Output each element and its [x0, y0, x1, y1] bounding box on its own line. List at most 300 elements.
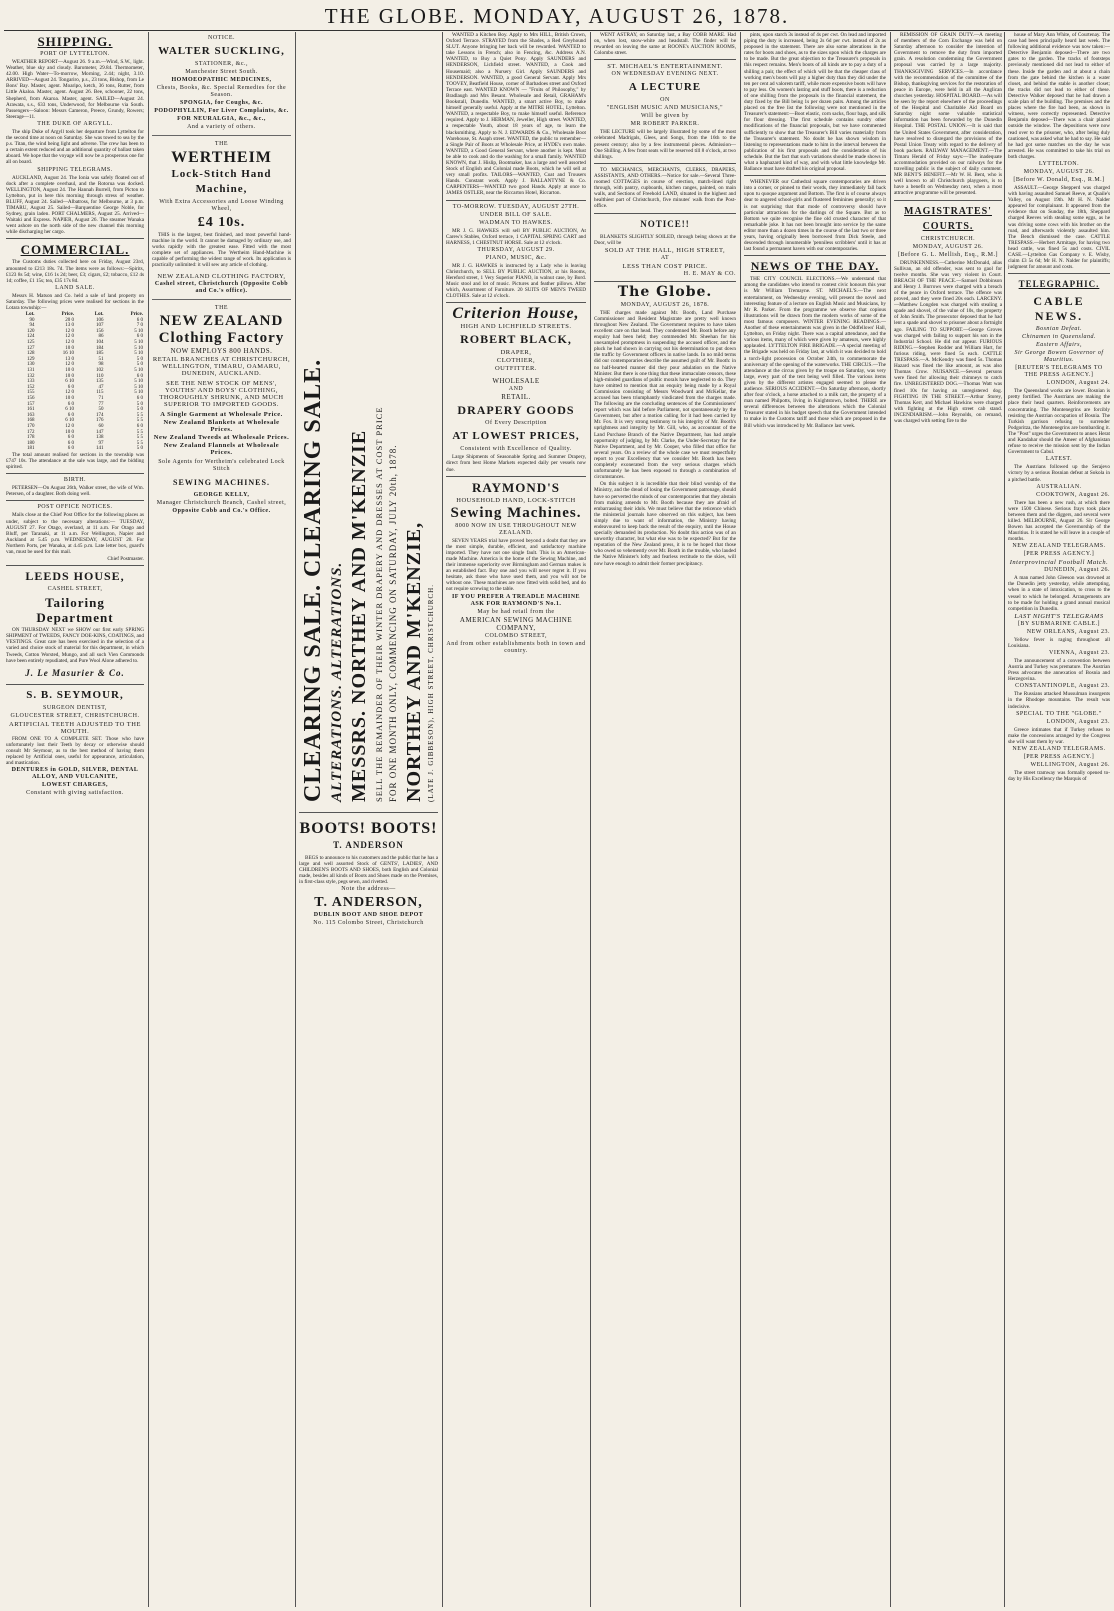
land-table-cell: 129	[27, 356, 35, 362]
went-astray-ad: WENT ASTRAY, on Saturday last, a Bay COBB MARE. Had on, when lost, snow-white and headstall. The finder will be rewarded on leaving the same at ROONE's AUCTION ROOMS, Colombo street.	[594, 32, 736, 57]
land-table-cell: 77	[98, 401, 104, 407]
bosnian-defeat: Bosnian Defeat.	[1035, 326, 1083, 333]
land-table-header: Lot.	[25, 312, 35, 318]
black-heading: ROBERT BLACK,	[460, 332, 572, 347]
land-table-cell: 184	[96, 345, 104, 351]
divider	[594, 213, 736, 214]
column-globe	[594, 32, 736, 1607]
factory-branches: RETAIL BRANCHES AT CHRISTCHURCH, WELLINGTON, TIMARU, OAMARU, DUNEDIN, AUCKLAND.	[152, 355, 291, 377]
land-table-cell: 10 0	[65, 345, 74, 351]
land-table-cell: 156	[27, 396, 35, 401]
land-table-cell: 102	[96, 368, 104, 374]
cable-text: The Queensland works are lower. Bosnian is pretty fortified. The Austrians are making the place their head quarters. Reinforcements are concentrating. The Montenegrins are forcibly resisting the Austrian occupation of Bosnia. The Turkish garrison refusing to surrender Podgoritza, the Montenegrins are bombarding it. The "Post" urges the Government to annex Herat and Kandahar should the Ameer of Afghanistan refuse to receive the mission sent by the Indian Government to Cabul.	[1008, 388, 1110, 456]
london-date-2: LONDON, August 23.	[1046, 718, 1110, 725]
port-heading: PORT OF LYTTELTON.	[40, 51, 110, 57]
may-signature: H. E. MAY & CO.	[683, 270, 736, 277]
land-table-cell: 5 0	[136, 356, 143, 362]
wertheim-sub: With Extra Accessories and Loose Winding Wheel,	[159, 199, 284, 212]
factory-sewing: SEWING MACHINES.	[173, 477, 270, 487]
land-table-cell: 10 0	[65, 373, 74, 379]
press-agency-2: [PER PRESS AGENCY.]	[1023, 753, 1095, 760]
spongia-line: SPONGIA, for Coughs, &c.	[180, 100, 263, 106]
teeth-heading: ARTIFICIAL TEETH ADJUSTED TO THE MOUTH.	[9, 720, 141, 735]
drapery-heading: DRAPERY GOODS	[457, 403, 575, 418]
divider	[1008, 273, 1110, 274]
land-table-cell: 130	[27, 362, 35, 368]
leader-paragraph-2: On this subject it is incredible that their blind worship of the Ministry, and the dread of losing the Government patronage, should have so perverted the minds of our contemporaries that they abstain from making amends to Mr. Booth because they are afraid of embarrassing their idols. We must believe that the reticence which the ministerial journals have observed on this subject, has been simply due to want of information, the Ministry having endeavoured to keep back the result of the enquiry, until the House specially demanded its production. No doubt this action was of an unworthy character, but what else was to be expected? But for the reputation of the New Zealand press, it is to be hoped that those who owed so vehemently over Mr. Booth in the trouble, who lauded the Native Minister's lofty and fearless rectitude to the skies, will now have enough to admit their former precipitancy.	[594, 481, 736, 567]
lecture-heading: A LECTURE	[628, 81, 702, 94]
land-table-cell: 104	[96, 340, 104, 346]
land-table-cell: 120	[27, 328, 35, 334]
land-table-cell: 128	[27, 351, 35, 357]
chinamen-queensland: Chinamen in Queensland.	[1022, 334, 1096, 341]
land-table-cell: 5 0	[136, 446, 143, 452]
fever-text: Yellow fever is raging throughout all Louisiana.	[1008, 636, 1110, 649]
land-table-cell: 6 0	[136, 317, 143, 323]
column-divider	[890, 32, 891, 1607]
australian-text: There has been a new rush, at which there were 1500 Chinese. Serious frays took place between them and the diggers, and several were killed. MELBOURNE, August 26. Sir George Bowen has accepted the Governorship of the Mauritius. It is stated he will leave in a couple of months.	[1008, 499, 1110, 543]
land-table-cell: 181	[27, 446, 35, 452]
special-globe: SPECIAL TO THE "GLOBE."	[1016, 710, 1102, 717]
american-company-label: COMPANY,	[496, 623, 536, 632]
masthead-rule	[4, 30, 1110, 31]
vienna-text: The announcement of a convention between Austria and Turkey was premature. The Austrian Press advocates the annexation of Bosnia and Herzegovina.	[1008, 658, 1110, 683]
less-than-cost: LESS THAN COST PRICE.	[622, 262, 708, 270]
magistrates-heading: MAGISTRATES' COURTS.	[904, 205, 992, 232]
court-continuation: house of Mary Ann White, of Courtenay. The case had been principally heard last week. The following additional evidence was now taken:—Detective Benjamin deposed—There are two gates to the garden. The tracks of footsteps previously mentioned did not lead to either of these. Inside the garden and at about a chain from the gate behind the kitchen is a water closet, and behind the stable is another closet; the tracks did not lead to either of these. Detective Walker deposed that he had drawn a scale plan of the building. The premises and the places where the fire had been, as shown in witness, were correctly represented. Detective Benjamin deposed—There was a chair placed outside the window. The depositions were now read over to the prisoner, who, after being duly cautioned, was asked what he had to say. He said he had got some matches on the day he was arrested. He was committed to take his trial on both charges.	[1008, 32, 1110, 160]
wholesale-line: WHOLESALE	[492, 377, 540, 386]
column-divider	[590, 32, 591, 1607]
column-wanted	[446, 32, 586, 1607]
tariff-continuation: pints, upon starch 3s instead of 4s per cwt. On lead and imported piping the duty is increased, being 2s 6d per cwt. instead of 2s as proposed in the statement. There are also some alterations in the rates for boots and shoes, as to the sizes upon which the charges are to be made. But the great objection to the Treasurer's proposals in this respect remains. Men's boots of all kinds are to pay a duty of a shilling a pair, the effect of which will be that the cheaper class of working men's boots will pay a higher duty than they did under the ten per cent ad valorem tariff, while more expensive boots will have to pay less. On women's lasting and stuff boots, there is a reduction of one shilling from the proposals in the financial statement, the duty fixed by the Bill being 1s per dozen pairs. Among the articles placed on the free list the following were not mentioned in the Treasurer's statement:—Boot elastic, corn sacks, flour bags, and silk for flour dressing. The first schedule contains sundry other modifications of the financial proposals, but we have commented sufficiently to show that the Treasurer's Bill varies materially from the Treasurer's statement. No doubt he has shown wisdom in listening to representations made to him in the interval between the publication of his first proposals and the consideration of his schedule. But the fact that such variations should be made shows in what a haphazard kind of way, and with what little knowledge Mr. Ballance must have drafted his original proposal.	[744, 32, 886, 173]
divider	[594, 163, 736, 164]
homeopathic-text: Chests, Books, &c. Special Remedies for the Season.	[156, 85, 287, 98]
latest-heading: LATEST.	[1045, 456, 1073, 463]
port-report: WEATHER REPORT—August 26. 9 a.m.—Wind, S.W., light. Weather, blue sky and cloudy. Barometer, 29.84. Thermometer, 42.00. High Water—To-morrow, Morning, 2.44; night, 3.10. ARRIVED—August 24. Tongariro, p.s., 23 tons, Bishop, from Le Bons' Bay. Master, agent. Moaripo, ketch, 36 tons, Rutter, from Little Akaloa. Master, agent. August 26. Bee, schooner, 22 tons, Shepherd, from Akaroa. Master, agent. SAILED—August 24. Arawata, s.s., 633 tons, Underwood, for Melbourne via South. Passengers—Saloon: Messrs Cameron, Preece, Grundy, Rowers; Steerage—11.	[6, 59, 144, 120]
retail-line: RETAIL.	[501, 393, 531, 402]
land-table-cell: 141	[96, 446, 104, 452]
land-table-cell: 176	[96, 418, 104, 424]
land-table-header: Price.	[61, 312, 74, 318]
land-table-cell: 12 0	[65, 423, 74, 429]
land-table-cell: 172	[27, 429, 35, 435]
land-table-cell: 12 0	[65, 328, 74, 334]
last-nights-heading: LAST NIGHT'S TELEGRAMS	[1014, 612, 1104, 620]
leeds-house-address: CASHEL STREET,	[47, 586, 103, 593]
land-table-cell: 10 0	[65, 368, 74, 374]
land-table-cell: 12 0	[65, 334, 74, 340]
dunedin-date: DUNEDIN, August 26.	[1044, 567, 1110, 574]
factory-single: A Single Garment at Wholesale Price.	[160, 410, 283, 418]
piano-sale-text: MR J. G. HAWKES is instructed by a Lady who is leaving Christchurch, to SELL BY PUBLIC AUCTION, at his Rooms, Hereford street, 1 Very Superior PIANO, in walnut case, by Bord. Music stool and lot of music. Pictures and feather pillows. After which, Assortment of Furniture. 20 SUITS OF MEN'S TWEED CLOTHES. Sale at 12 o'clock.	[446, 262, 586, 300]
seymour-title: SURGEON DENTIST,	[43, 704, 107, 711]
vienna-date: VIENNA, August 23.	[1049, 650, 1110, 656]
raymond-household: HOUSEHOLD HAND, LOCK-STITCH	[456, 496, 576, 504]
land-table-cell: 115	[96, 390, 104, 396]
consistent-line: Consistent with Excellence of Quality.	[460, 446, 572, 453]
clearing-sale-ad	[299, 32, 438, 813]
factory-sole-agents: Sole Agents for Wertheim's celebrated Lock Stitch	[158, 458, 285, 472]
land-table-cell: 10 0	[65, 429, 74, 435]
land-table-cell: 6 0	[67, 440, 74, 446]
new-orleans-date: NEW ORLEANS, August 23.	[1026, 628, 1110, 635]
greece-text: Greece intimates that if Turkey refuses to make the concessions arranged by the Congress she will want them by war.	[1008, 726, 1110, 745]
column-divider	[1004, 32, 1005, 1607]
news-of-the-day-text: THE CITY COUNCIL ELECTIONS.—We understand that among the candidates who intend to contest civic honours this year is Mr William Tremayne. ST. MICHAEL'S.—The next entertainment, on Wednesday evening, will present the novel and interesting feature of a lecture on English Music and Musicians, by Mr R. Parker. From the programme we observe that copious illustrations will be drawn from the modern works of some of the most famous composers. WINTER EVENING READINGS.—Another of these entertainments was given in the Oddfellows' Hall, Lyttelton, on Friday night. There was a capital attendance, and the various items, many of which were given by amateurs, were highly applauded. LYTTELTON FIRE BRIGADE.—A special meeting of the Brigade was held on Friday last, at which it was decided to hold a torch-light procession on October 24th, to commemorate the anniversary of the opening of the waterworks. THE CIRCUS.—The attendance at the circus given by the troupe on Saturday, was very large, every part of the tent being well filled. The various items given by the different artistes engaged seemed to please the audience. SERIOUS ACCIDENT.—On Saturday afternoon, shortly after four o'clock, a horse attached to a milk cart, the property of a man named Philpotts, living in Knightstown, bolted. THERE are several differences between the alterations which the Colonial Treasurer stated in his budget speech that the Government intended to make in the Customs tariff and those which are proposed in the Bill which was introduced by Mr. Ballance last week.	[744, 276, 886, 429]
land-table-cell: 6 0	[136, 334, 143, 340]
land-table-cell: 5 5	[136, 429, 143, 435]
divider	[744, 175, 886, 176]
factory-blankets: New Zealand Blankets at Wholesale Prices.	[163, 418, 280, 433]
land-table-cell: 133	[27, 379, 35, 385]
factory-tweeds: New Zealand Tweeds at Wholesale Prices.	[153, 433, 290, 441]
post-office-text: Mails close at the Chief Post Office for the following places as under, subject to the necessary alterations:— TUESDAY, AUGUST 27. For Otago, overland, at 11 a.m. For Otago and Bluff, per Taranaki, at 11 a.m. For Wellington, Napier and Auckland at 5.45 p.m. WEDNESDAY, AUGUST 28. For Northern Ports, per Wanaka, at 4.45 p.m. Late letter box, guard's van, must be used for this mail.	[6, 512, 144, 555]
land-table-cell: 50	[98, 407, 104, 413]
raymond-use: 8000 NOW IN USE THROUGHOUT NEW ZEALAND.	[455, 522, 577, 536]
australian-heading: AUSTRALIAN.	[1036, 483, 1082, 490]
land-table-cell: 13 0	[65, 356, 74, 362]
column-divider	[295, 32, 296, 1607]
seymour-address: GLOUCESTER STREET, CHRISTCHURCH.	[10, 712, 140, 719]
american-company: AMERICAN SEWING MACHINE	[459, 615, 573, 624]
magistrates-location: CHRISTCHURCH.	[920, 235, 976, 242]
factory-the: THE	[214, 304, 229, 311]
land-table-cell: 6 10	[65, 407, 74, 413]
boots-heading: BOOTS! BOOTS!	[299, 820, 438, 837]
lowest-prices: AT LOWEST PRICES,	[452, 430, 580, 443]
reuter-line: [REUTER'S TELEGRAMS TO THE PRESS AGENCY.]	[1015, 365, 1103, 379]
land-table-cell: 60	[98, 423, 104, 429]
land-table-cell: 124	[27, 334, 35, 340]
and-line: AND	[508, 386, 524, 393]
land-table-cell: 6 0	[136, 373, 143, 379]
nz-clothing-factory-ad	[152, 302, 291, 519]
clearing-sale-line3: MESSRS. NORTHEY AND M'KENZIE	[348, 429, 370, 802]
raymond-sewing: Sewing Machines.	[450, 504, 582, 521]
nz-telegrams-heading: NEW ZEALAND TELEGRAMS.	[1012, 543, 1106, 550]
boots-ad	[299, 817, 438, 931]
land-sale-heading: LAND SALE.	[55, 284, 95, 291]
suckling-heading: WALTER SUCKLING,	[158, 45, 285, 57]
lyttelton-before: [Before W. Donald, Esq., R.M.]	[1013, 176, 1105, 183]
column-divider	[148, 32, 149, 1607]
divider	[594, 59, 736, 60]
land-table-cell: 156	[96, 328, 104, 334]
land-table-cell: 5 5	[136, 412, 143, 418]
birth-heading: BIRTH.	[63, 477, 87, 484]
factory-kelly: GEORGE KELLY,	[193, 491, 250, 498]
boots-name2: T. ANDERSON,	[314, 895, 423, 911]
clearing-sale-line6: NORTHEY AND M'KENZIE,	[403, 521, 425, 802]
divider	[894, 200, 1002, 201]
land-table-cell: 5 0	[136, 401, 143, 407]
land-table-cell: 5 10	[134, 340, 143, 346]
outfitter-line: OUTFITTER.	[494, 365, 537, 373]
argyll-heading: THE DUKE OF ARGYLL.	[37, 120, 113, 127]
divider	[446, 302, 586, 303]
magistrates-text: DRUNKENNESS.—Catherine McDonald, alias Sullivan, an old offender, was sent to gaol for twelve months. She was very violent in Court. BREACH OF THE PEACE.—Samuel Dobbinson and Henry J. Burrows were charged with a breach of the peace in Oxford terrace. The offence was proved, and they were fined 20s each. LARCENY.—Matthew Longden was charged with stealing a spade and shovel, of the value of 10s, the property of John Smith. The prosecutor deposed that he had lent a spade and shovel to prisoner about a fortnight ago. FAILING TO SUPPORT.—George Groves was charged with failing to support his son in the Industrial School. He did not appear. FURIOUS RIDING.—Stephen Rodder and William Hart, for furious riding, were fined 5s each. CATTLE TRESPASS.—A. McKendry was fined 5s. Thomas Hazard was fined the like amount, as was also Thomas Crow. NUISANCE.—Several persons were fined for allowing their chimneys to catch fire. UNREGISTERED DOG.—Thomas Watt was fined 10s for having an unregistered dog. FIGHTING IN THE STREET.—Arthur Storey, Thomas Kerr, and Michael Hawkins were charged with fighting at the High street cab stand. INCENDIARISM.—John Reynolds, on remand, was charged with setting fire to the	[894, 259, 1002, 424]
lyttelton-heading: LYTTELTON.	[1038, 160, 1080, 167]
sold-at-hall: SOLD AT THE HALL, HIGH STREET,	[604, 246, 726, 254]
colombo-street: COLOMBO STREET,	[484, 632, 548, 639]
lecture-title: "ENGLISH MUSIC AND MUSICIANS,"	[606, 105, 724, 112]
land-table-cell: 6 0	[67, 435, 74, 441]
shipments-text: Large Shipments of Seasonable Spring and Summer Drapery, direct from best Home Markets expected daily per vessels now due.	[446, 454, 586, 473]
column-ads-left	[152, 32, 291, 1607]
land-table-cell: 6 0	[136, 423, 143, 429]
land-table-cell: 110	[96, 373, 104, 379]
land-table-cell: 5 10	[134, 390, 143, 396]
land-table-cell: 90	[29, 317, 35, 323]
land-table-cell: 107	[96, 323, 104, 329]
commercial-heading: COMMERCIAL.	[20, 242, 130, 258]
land-table-cell: 132	[27, 373, 35, 379]
boots-depot: DUBLIN BOOT AND SHOE DEPOT	[313, 912, 424, 919]
leader-paragraph-1: THE charges made against Mr. Booth, Land Purchase Commissioner and Resident Magistrate are pretty well known throughout New Zealand. The Government requires to have taken excellent care on that head. They condemned Mr. Booth before any enquiry had been held; they commended Mr. Sheehan for his unexampled promptness in suspending the accused officer, and the pluck he had shown in carrying out his determination to put down the traffic by Government officers in native lands. In no mild terms did our contemporaries describe the assumed guilt of Mr. Booth: in no half-hearted manner did they pour adulation on the Native Minister. But there is one thing that these immaculate censors, these high-minded guardians of public morals have neglected to do. They have omitted to mention that an enquiry being made by a Royal Commission consisting of Messrs Woodward and McKellar, the accused has been triumphantly vindicated from the charges made. The following are the concluding sentences of the Commissioners' report which was laid before Parliament, not spontaneously by the Government, but after a motion calling for it had been carried by Mr. Fox. It is very strong testimony to his integrity of Mr. Booth's uprightness and integrity by Mr. Gill, who, as accountant of the Land Purchase Branch of the Native Department, has had ample opportunity of judging, by Mr. Clarke, the Under-Secretary for the Native Department, and by Mr. Cooper, who filled that office for several years. On a review of the whole case we must respectfully report to your Excellency that we consider Mr. Booth has been completely exonerated from the very serious charges which unfortunately he has been exposed to through a combination of circumstances.	[594, 309, 736, 481]
land-table-cell: 16 10	[62, 351, 74, 357]
lecture-by: Will be given by	[641, 113, 689, 120]
column-divider	[740, 32, 741, 1607]
shipping-telegrams-heading: SHIPPING TELEGRAMS.	[37, 166, 113, 173]
land-table-cell: 5 10	[134, 351, 143, 357]
notice-heading: NOTICE!!	[640, 218, 690, 229]
mechanics-ad: TO MECHANICS, MERCHANTS, CLERKS, DRAPERS, ASSISTANTS, AND OTHERS.—Notice for sale.—Several Three-roomed COTTAGES in course of erection, match-lined right through, with pantry, cupboards, kitchen ranges, painted, on main walls, and Sections of Freehold LAND, situated in the highest and healthiest part of Christchurch, five minutes' walk from the Post-office.	[594, 166, 736, 210]
podophyllin-line: PODOPHYLLIN, For Liver Complaints, &c.	[154, 108, 289, 114]
birth-text: PETERSEN—On August 26th, Walker street, the wife of Wm. Petersen, of a daughter. Both doing well.	[6, 485, 144, 498]
lecturer: MR ROBERT PARKER.	[630, 121, 700, 128]
divider	[6, 238, 144, 239]
clearing-sale-line1: CLEARING SALE. CLEARING SALE.	[300, 358, 326, 802]
latest-text: The Austrians followed up the Serajevo victory by a serious Bosnian defeat at Sokola in a pitched battle.	[1008, 464, 1110, 483]
tramway-text: The street tramway was formally opened to-day by His Excellency the Marquis of	[1008, 769, 1110, 783]
land-table-cell: 5 5	[136, 440, 143, 446]
cooktown-date: COOKTOWN, August 26.	[1036, 491, 1110, 498]
land-table-cell: 106	[96, 317, 104, 323]
land-table-cell: 86	[98, 334, 104, 340]
land-table-cell: 6 0	[67, 412, 74, 418]
divider	[594, 281, 736, 282]
constantinople-text: The Russians attacked Mussulman insurgents in the Rhodope mountains. The result was indecisive.	[1008, 691, 1110, 710]
column-telegraphic	[1008, 32, 1110, 1607]
factory-nz-heading: NEW ZEALAND	[159, 312, 284, 329]
nz-clothing-heading: NEW ZEALAND CLOTHING FACTORY,	[157, 272, 286, 280]
masthead: THE GLOBE. MONDAY, AUGUST 26, 1878.	[324, 4, 790, 28]
factory-employs: NOW EMPLOYS 800 HANDS.	[170, 346, 273, 355]
land-table-cell: 6 0	[67, 446, 74, 452]
hawkes-sale-text: MR J. G. HAWKES will sell BY PUBLIC AUCTION, At Carew's Stables, Oxford terrace, 1 CAPITAL SPRING CART and HARNESS, 1 CHESTNUT HORSE. Sale at 12 o'clock.	[446, 227, 586, 246]
cathedral-square-paragraph: WHENEVER our Cathedral square contemporaries are driven into a corner, or pinned to their words, they immediately fall back upon tu quoque argument and Bottom. The first is of course always dear to angered school-girls and flustered feminines generally; so it is not surprising that that mode of controversy should have particular attractions for the darlings of the Square. But as to Bottom we quite recognise the fine old crusted character of that remarkable joke. It has not been brought into service by the same editor more than a dozen times in the course of the last two or three years, having originally been borrowed from Dick Steele, and descended through innumerable 'penniless scribblers' until it has at last found a permanent haven with our contemporaries.	[744, 179, 886, 253]
factory-opposite: Opposite Cobb and Co.'s Office.	[172, 507, 271, 514]
land-table-cell: 6 10	[65, 418, 74, 424]
land-table-cell: 6 0	[67, 401, 74, 407]
globe-date: MONDAY, AUGUST 26, 1878.	[620, 301, 710, 308]
land-table-cell: 51	[98, 356, 104, 362]
lecture-on: ON	[660, 97, 670, 104]
lyttelton-date: MONDAY, AUGUST 26.	[1023, 168, 1095, 175]
land-table-cell: 5 10	[134, 379, 143, 385]
divider	[6, 684, 144, 685]
factory-heading: Clothing Factory	[158, 329, 285, 346]
eastern-affairs: Eastern Affairs,	[1036, 342, 1082, 349]
tailoring-text: ON THURSDAY NEXT we SHOW our first early SPRING SHIPMENT of TWEEDS, FANCY DOE-KINS, COATINGS, and VESTINGS. Great care has been exercised in the selection of a varied and choice stock of material for this department, in which Tweeds, Cotton Worsted, Mungo, and all such Vien Commonds have been entirely repudiated, and Pure Wool Alone adhered to.	[6, 627, 144, 664]
homeopathic-heading: HOMOEOPATHIC MEDICINES,	[171, 77, 272, 83]
land-table-header: Lot.	[94, 312, 104, 318]
lockstitch-heading: Lock-Stitch Hand Machine,	[171, 168, 272, 195]
tailoring-heading: Tailoring Department	[36, 595, 114, 626]
land-table-cell: 97	[98, 440, 104, 446]
land-table-cell: 163	[27, 412, 35, 418]
wertheim-ad	[152, 138, 291, 300]
land-table-cell: 180	[27, 440, 35, 446]
piano-line: PIANO, MUSIC, &c.	[485, 254, 547, 261]
suckling-sub: STATIONER, &c.,	[194, 61, 248, 67]
shipping-telegrams-text: AUCKLAND, August 24. The Ionia was safely floated out of dock after a complete overhaul, and the Rotorua was docked. WELLINGTON, August 24. The Hannah Burrell, from Picton to Lyttelton, put in here this morning through stress of weather. BLUFF, August 24. Sailed—Albatross, for Melbourne, at 3 p.m. TIMARU, August 25. Sailed—Barquentine George Noble, for Sydney, grain laden. PORT CHALMERS, August 25. Arrived—Waitaki and Express. NAPIER, August 26. The steamer Wanaka went ashore on the north side of the new channel this morning while discharging her cargo.	[6, 174, 144, 236]
teeth-text: FROM ONE TO A COMPLETE SET. Those who have unfortunately lost their Teeth by decay or otherwise should consult Mr Seymour, as to the best method of having them replaced by Artificial ones, useful for appearance, articulation, and mastication.	[6, 735, 144, 767]
land-table-cell: 5 0	[136, 362, 143, 368]
land-table-cell: 94	[29, 323, 35, 329]
dentures-line: DENTURES in GOLD, SILVER, DENTAL ALLOY, AND VULCANITE,	[11, 767, 139, 781]
land-table-cell: 138	[96, 435, 104, 441]
le-masurier-signature: J. Le Masurier & Co.	[25, 667, 125, 678]
column-divider	[442, 32, 443, 1607]
wadman-line: WADMAN TO HAWKES.	[479, 219, 553, 226]
thursday-line: THURSDAY, AUGUST 29.	[477, 246, 555, 253]
cable-news-heading: CABLE NEWS.	[1033, 294, 1085, 324]
land-table-cell: 5 5	[136, 418, 143, 424]
raymond-heading: RAYMOND'S	[472, 479, 560, 495]
land-sale-table	[6, 312, 144, 452]
wertheim-price: £4 10s.	[197, 215, 246, 230]
raymond-obtained: May be had retail from the	[477, 608, 555, 615]
land-table-cell: 12 0	[65, 390, 74, 396]
land-table-cell: 131	[27, 368, 35, 374]
land-table-cell: 127	[27, 345, 35, 351]
argyll-text: The ship Duke of Argyll took her departure from Lyttelton for the second time at noon on Saturday. She was towed to sea by the p.s. Titan, the wind being light and adverse. The crew has been to a certain extent reduced and an additional quantity of ballast taken aboard. We hope that the voyage will now be a prosperous one for all on board.	[6, 128, 144, 166]
nz-telegrams-heading-2: NEW ZEALAND TELEGRAMS.	[1012, 745, 1106, 752]
land-table-cell: 5 5	[136, 435, 143, 441]
shipping-heading: SHIPPING.	[37, 34, 113, 49]
column-clearing-sale	[299, 32, 438, 1607]
land-table-cell: 13 0	[65, 323, 74, 329]
wellington-date: WELLINGTON, August 26.	[1030, 761, 1110, 768]
boots-name: T. ANDERSON	[333, 840, 404, 850]
land-table-cell: 152	[27, 384, 35, 390]
divider	[6, 500, 144, 501]
land-table-cell: 135	[96, 379, 104, 385]
post-office-heading: POST OFFICE NOTICES.	[37, 504, 113, 511]
divider	[446, 200, 586, 201]
land-table-cell: 5 10	[134, 345, 143, 351]
criterion-streets: HIGH AND LICHFIELD STREETS.	[460, 323, 572, 331]
clearing-sale-line7: (LATE J. GIBBESON), HIGH STREET, CHRISTCHURCH.	[427, 584, 435, 802]
land-table-cell: 12 0	[65, 340, 74, 346]
land-table-cell: 5 10	[134, 328, 143, 334]
land-table-cell: 178	[27, 435, 35, 441]
column-news	[744, 32, 886, 1607]
land-table-cell: 161	[27, 407, 35, 413]
tomorrow-line: TO-MORROW. TUESDAY, AUGUST 27TH.	[452, 203, 580, 210]
raymond-treadle: IF YOU PREFER A TREADLE MACHINE ASK FOR RAYMOND'S No.1.	[451, 593, 581, 607]
wertheim-text: THIS is the largest, best finished, and most powerful hand-machine in the world. It cannot be damaged by ordinary use, and works rapidly with the greatest ease. Fitted with the most complete set of appliances. The Wertheim Hand-Machine is capable of performing the widest range of work. Its application is practically unlimited: it will sew any article of clothing.	[152, 232, 291, 269]
leeds-house-heading: LEEDS HOUSE,	[25, 569, 125, 584]
boots-note: Note the address—	[341, 886, 396, 893]
land-table-cell: 170	[27, 423, 35, 429]
neuralgia-line: FOR NEURALGIA, &c., &c.,	[177, 116, 266, 122]
factory-stock: SEE THE NEW STOCK OF MENS', YOUTHS' AND BOYS' CLOTHING, THOROUGHLY SHRUNK, AND MUCH SUPERIOR TO IMPORTED GOODS.	[159, 379, 284, 408]
submarine-cable: [BY SUBMARINE CABLE.]	[1017, 620, 1101, 627]
column-magistrates	[894, 32, 1002, 1607]
every-line: Of Every Description	[485, 420, 547, 427]
land-table-cell: 174	[96, 412, 104, 418]
telegraphic-heading: TELEGRAPHIC.	[1018, 279, 1100, 290]
clearing-sale-line5: FOR ONE MONTH ONLY, COMMENCING ON SATURDAY, JULY 20th, 1878.	[388, 444, 398, 802]
land-table-header: Price.	[130, 312, 143, 318]
news-of-the-day-heading: NEWS OF THE DAY.	[750, 259, 880, 274]
land-table-cell: 5 10	[134, 368, 143, 374]
football-heading: Interprovincial Football Match.	[1009, 559, 1109, 567]
land-table-cell: 155	[27, 390, 35, 396]
land-table-cell: 5 0	[136, 407, 143, 413]
raymond-text: SEVEN YEARS trial have proved beyond a doubt that they are the most simple, durable, efficient, and satisfactory machine imported. They have not one single fault. This is an American-made Machine. America is the home of the Sewing Machine, and their immense superiority over Birmingham and German makes is an established fact. Buy one and you will never regret it. If you hesitate, ask those who have used them, and you will not be without one. These machines are now fitted with solid bed, and do not require screwing to the table.	[446, 537, 586, 593]
land-table-cell: 6 10	[65, 379, 74, 385]
suckling-address: Manchester Street South.	[185, 69, 258, 75]
boots-address: No. 115 Colombo Street, Christchurch	[313, 920, 424, 927]
wanted-ads: WANTED a Kitchen Boy. Apply to Mrs HILL, British Crown, Oxford Terrace. STRAYED from the Shades, a Red Greyhound SLUT. Anyone bringing her back will be rewarded. WANTED to take Lessons in French; also in Fencing, &c. Address A.N. WANTED, to Buy a Quiet Pony. Apply SAUNDERS and HENDERSON, Lichfield street. WANTED, a Cook and Housemaid; also a Nursery Girl. Apply SAUNDERS and HENDERSON. WANTED, a good General Servant. Apply Mrs TOOVEY, Beatfield House, corner of Barbadoes street and Oxford Terrace east. WANTED KNOWN — "Fruits of Philosophy," by Bradlaugh and Mrs Besant. Wholesale and Retail, GRAHAM's Bookstall, Dunedin. WANTED, a smart active Boy, to make himself generally useful. Apply at the MITRE HOTEL, Lyttelton. WANTED, a respectable Boy, to make himself useful. Reference required. Apply to J. HERMAN, Jeweller, High street. WANTED, a respectable Youth, about 18 years of age, to learn the blacksmithing. Apply to N. J. EDWARDS & Co., Wholesale Boot Warehouse, St. Asaph street. WANTED, the public to remember—a Single Pair of Boots at Wholesale Price, at HYDE's own make. WANTED, a Good General Servant, where another is kept. Must be able to cook and do the washing for a small family. WANTED KNOWN, that J. Hislip, Bootmaker, has a large and well assorted Stock of English and Colonial made Boots, which he will sell at very small profits. TAILORS—WANTED, Coat and Trousers Hands. Constant work. Apply J. BALLANTYNE & Co. CARPENTERS—WANTED two good Hands. Apply at once to JAMES OSTLER, near the Riccarton Hotel, Riccarton.	[446, 32, 586, 197]
london-date: LONDON, August 24.	[1046, 380, 1110, 387]
land-table-cell: 147	[96, 429, 104, 435]
land-sale-summary: The total amount realised for sections in the township was £747 10s. The attendance at the sale was large, and the bidding spirited.	[6, 451, 144, 471]
boots-text: BEGS to announce to his customers and the public that he has a large and well assorted Stock of GENTS', LADIES', AND CHILDREN'S BOOTS AND SHOES, both English and Colonial made, besides all kinds of Boots and Shoes made on the Premises, in first-class style, pegs sewn, and rivetted.	[299, 855, 438, 886]
land-table-cell: 185	[96, 351, 104, 357]
st-michaels-heading: ST. MICHAEL'S ENTERTAINMENT.	[607, 63, 723, 71]
land-table-cell: 7 0	[136, 323, 143, 329]
post-office-signature: Chief Postmaster.	[107, 556, 144, 563]
other-agents: And from other establishments both in town and country.	[446, 640, 586, 654]
land-table-cell: 168	[27, 418, 35, 424]
criterion-heading: Criterion House,	[452, 305, 580, 323]
magistrates-date: MONDAY, AUGUST 26.	[912, 243, 984, 250]
land-table-cell: 5 10	[134, 384, 143, 390]
magistrates-before: [Before G. L. Mellish, Esq., R.M.]	[898, 251, 998, 258]
land-table-cell: 47	[98, 384, 104, 390]
land-table-cell: 98	[98, 362, 104, 368]
at-line: AT	[660, 254, 670, 261]
land-table-cell: 6 0	[136, 396, 143, 401]
factory-flannels: New Zealand Flannels at Wholesale Prices.	[163, 441, 280, 456]
divider	[6, 565, 144, 566]
land-table-cell: 20 0	[65, 317, 74, 323]
football-text: A man named John Gleeson was drowned at the Dunedin jetty yesterday, while attempting, when in a state of intoxication, to cross to the vessel to which he belonged. Arrangements are to be made for holding a grand annual musical competition in Dunedin.	[1008, 575, 1110, 612]
satisfaction-line: Constant with giving satisfaction.	[26, 790, 124, 797]
land-table-cell: 125	[27, 340, 35, 346]
lecture-text: THE LECTURE will be largely illustrated by some of the most celebrated Madrigals, Glees, and Songs, from the 16th to the present century; also by a few instrumental pieces. Admission—One Shilling. A few front seats will be reserved till 8 o'clock, at two shillings.	[594, 129, 736, 160]
press-agency: [PER PRESS AGENCY.]	[1023, 551, 1095, 558]
suckling-ad	[152, 32, 291, 136]
constantinople-date: CONSTANTINOPLE, August 23.	[1015, 683, 1110, 690]
clothier-line: CLOTHIER,	[496, 357, 536, 365]
land-table-cell: 6 0	[67, 384, 74, 390]
wertheim-the: THE	[214, 141, 229, 147]
land-table-cell: 157	[27, 401, 35, 407]
notice-label: NOTICE.	[208, 35, 235, 41]
news-continuation: REMISSION OF GRAIN DUTY.—A meeting of members of the Corn Exchange was held on Saturday afternoon to consider the intention of Government to remove the duty from imported grain. A resolution condemning the Government proposal was carried by a large majority. THANKSGIVING SERVICES.—In accordance with the recommendation of the committee of the Bishop, thanksgiving services for the restoration of peace in Europe, were held in all the Anglican churches yesterday. HOSPITAL BOARD.—As will be seen by the report elsewhere of the proceedings of the Hospital and Charitable Aid Board on Saturday night some valuable statistical information has been forwarded by the Dunedin Hospital. THE POSTAL UNION.—It is said that the United States Government, after consideration, have resolved to disregard the provisions of the Postal Union Treaty with regard to the delivery of book packets. RAILWAY MANAGEMENT.—The Timaru Herald of Friday says:—The inadequate accommodation provided on our railways for the travelling public is the subject of daily comment. MR BENT'S BENEFIT.—Mr W. H. Bent, who is well known to all Christchurch playgoers, is to have a benefit on Wednesday next, when a most attractive programme will be presented.	[894, 32, 1002, 197]
globe-heading: The Globe.	[617, 283, 713, 300]
wednesday-line: ON WEDNESDAY EVENING NEXT.	[611, 71, 719, 78]
draper-line: DRAPER,	[500, 349, 532, 357]
divider	[446, 476, 586, 477]
bowen-governor: Sir George Bowen Governor of Mauritius.	[1014, 350, 1104, 364]
land-table-cell: 12 0	[65, 362, 74, 368]
